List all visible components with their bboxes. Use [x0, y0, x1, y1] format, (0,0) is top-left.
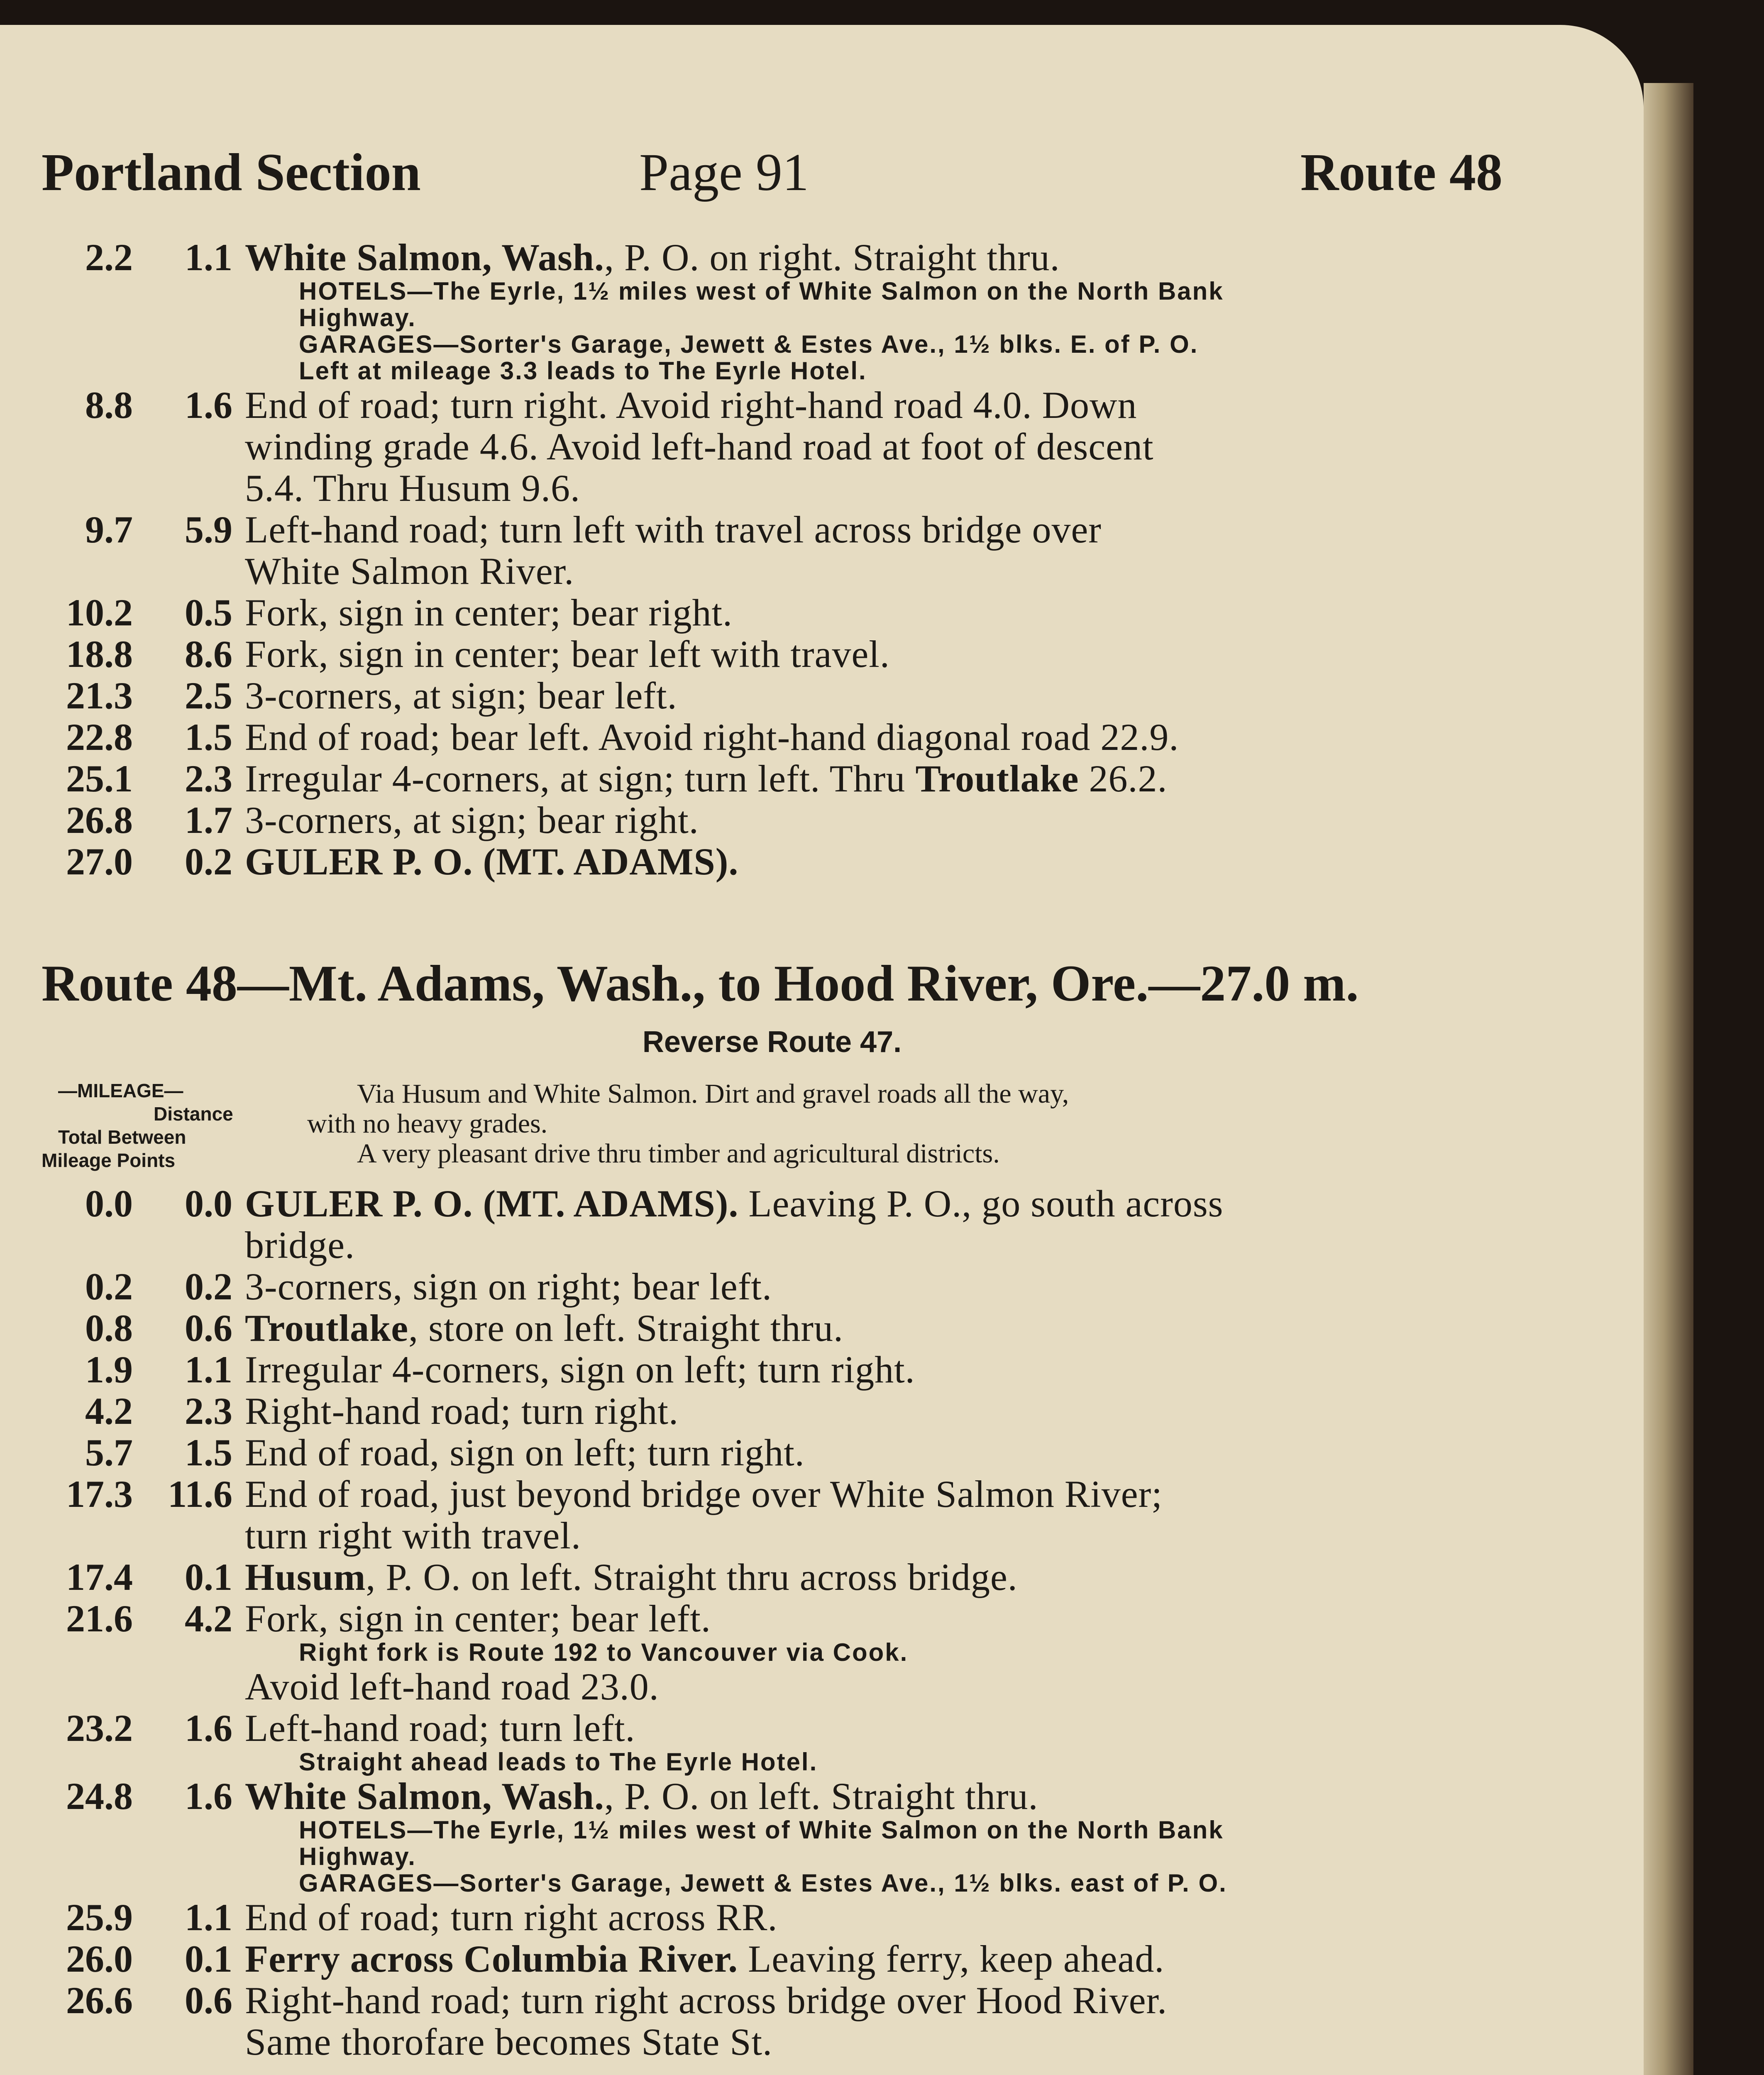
direction-text: Irregular 4-corners, at sign; turn left. Thru Troutlake 26.2. [245, 757, 1168, 800]
legend-line: —MILEAGE— [58, 1080, 183, 1101]
distance-between-points: 0.2 [185, 840, 232, 883]
direction-text: Ferry across Columbia River. Leaving ferry, keep ahead. [245, 1938, 1165, 1980]
route-48-directions-list [42, 1183, 1503, 2063]
direction-row [42, 1432, 1503, 1473]
book-page [0, 25, 1644, 2075]
total-mileage: 27.0 [66, 840, 133, 883]
intro-line: Via Husum and White Salmon. Dirt and gravel roads all the way, [357, 1079, 1069, 1109]
intro-line: with no heavy grades. [307, 1108, 548, 1139]
direction-text: GULER P. O. (MT. ADAMS). Leaving P. O., go south across [245, 1182, 1224, 1225]
direction-continuation: winding grade 4.6. Avoid left-hand road at foot of descent [245, 425, 1154, 468]
direction-text: End of road; turn right. Avoid right-hand road 4.0. Down [245, 384, 1137, 426]
distance-between-points: 4.2 [185, 1597, 232, 1640]
direction-continuation: 5.4. Thru Husum 9.6. [245, 467, 580, 509]
direction-text: Right-hand road; turn right across bridge over Hood River. [245, 1979, 1168, 2021]
total-mileage: 4.2 [85, 1390, 133, 1432]
direction-note: HOTELS—The Eyrle, 1½ miles west of White Salmon on the North Bank [299, 277, 1224, 305]
direction-row [42, 1707, 1503, 1749]
distance-between-points: 2.5 [185, 674, 232, 717]
direction-row [42, 1938, 1503, 1980]
direction-text: 3-corners, at sign; bear right. [245, 799, 699, 841]
direction-text: Fork, sign in center; bear right. [245, 591, 733, 634]
distance-between-points: 2.3 [185, 757, 232, 800]
direction-text: 3-corners, at sign; bear left. [245, 674, 677, 717]
section-title: Portland Section [42, 143, 421, 202]
direction-note: Highway. [299, 1843, 416, 1870]
mileage-legend [42, 1079, 299, 1172]
direction-row [42, 716, 1503, 758]
legend-line: Distance [154, 1103, 233, 1125]
direction-text: Left-hand road; turn left with travel across bridge over [245, 508, 1102, 551]
distance-between-points: 1.1 [185, 1348, 232, 1391]
distance-between-points: 2.3 [185, 1390, 232, 1432]
direction-text: Right-hand road; turn right. [245, 1390, 679, 1432]
distance-between-points: 11.6 [168, 1473, 232, 1515]
direction-note: Straight ahead leads to The Eyrle Hotel. [299, 1748, 818, 1776]
distance-between-points: 0.6 [185, 1307, 232, 1349]
total-mileage: 5.7 [85, 1431, 133, 1474]
direction-row [42, 1775, 1503, 1817]
distance-between-points: 0.5 [185, 591, 232, 634]
direction-text: End of road, sign on left; turn right. [245, 1431, 805, 1474]
direction-row [42, 237, 1503, 278]
route-title: Route 48—Mt. Adams, Wash., to Hood River, Ore.—27.0 m. [42, 955, 1359, 1012]
distance-between-points: 1.5 [185, 716, 232, 758]
direction-continuation: White Salmon River. [245, 550, 574, 592]
total-mileage: 22.8 [66, 716, 133, 758]
direction-row [42, 1183, 1503, 1224]
total-mileage: 24.8 [66, 1775, 133, 1817]
direction-row [42, 1556, 1503, 1598]
distance-between-points: 1.5 [185, 1431, 232, 1474]
direction-row [42, 509, 1503, 550]
distance-between-points: 1.6 [185, 1707, 232, 1749]
direction-continuation: bridge. [245, 1224, 355, 1266]
distance-between-points: 1.1 [185, 236, 232, 278]
total-mileage: 25.9 [66, 1896, 133, 1938]
total-mileage: 9.7 [85, 508, 133, 551]
route-number: Route 48 [1300, 143, 1503, 202]
distance-between-points: 5.9 [185, 508, 232, 551]
direction-note: GARAGES—Sorter's Garage, Jewett & Estes Ave., 1½ blks. east of P. O. [299, 1869, 1227, 1897]
distance-between-points: 0.6 [185, 1979, 232, 2021]
legend-line: Total Between [58, 1126, 186, 1148]
distance-between-points: 0.2 [185, 1265, 232, 1308]
distance-between-points: 1.1 [185, 1896, 232, 1938]
direction-text: Left-hand road; turn left. [245, 1707, 635, 1749]
distance-between-points: 1.6 [185, 384, 232, 426]
total-mileage: 0.8 [85, 1307, 133, 1349]
total-mileage: 8.8 [85, 384, 133, 426]
direction-text: Fork, sign in center; bear left with travel. [245, 633, 890, 675]
book-page-edge [1644, 83, 1693, 2075]
direction-row [42, 1897, 1503, 1938]
direction-row [42, 633, 1503, 675]
direction-note: Right fork is Route 192 to Vancouver via Cook. [299, 1638, 909, 1666]
direction-text: Husum, P. O. on left. Straight thru across bridge. [245, 1556, 1018, 1598]
direction-row [42, 592, 1503, 633]
reverse-route-note: Reverse Route 47. [642, 1025, 902, 1059]
distance-between-points: 8.6 [185, 633, 232, 675]
direction-text: 3-corners, sign on right; bear left. [245, 1265, 772, 1308]
direction-row [42, 841, 1503, 882]
direction-text: Fork, sign in center; bear left. [245, 1597, 711, 1640]
intro-line: A very pleasant drive thru timber and agricultural districts. [357, 1138, 1000, 1169]
direction-row [42, 675, 1503, 716]
direction-continuation: turn right with travel. [245, 1514, 581, 1557]
total-mileage: 21.3 [66, 674, 133, 717]
total-mileage: 18.8 [66, 633, 133, 675]
direction-text: End of road, just beyond bridge over White Salmon River; [245, 1473, 1163, 1515]
direction-note: Highway. [299, 304, 416, 332]
direction-text: End of road; bear left. Avoid right-hand diagonal road 22.9. [245, 716, 1179, 758]
total-mileage: 23.2 [66, 1707, 133, 1749]
direction-row [42, 1598, 1503, 1639]
total-mileage: 26.0 [66, 1938, 133, 1980]
route-intro [307, 1079, 1511, 1169]
direction-continuation: Avoid left-hand road 23.0. [245, 1665, 659, 1708]
direction-text: End of road; turn right across RR. [245, 1896, 778, 1938]
route-47-continued-list [42, 237, 1503, 882]
page-number: Page 91 [639, 143, 809, 202]
total-mileage: 1.9 [85, 1348, 133, 1391]
distance-between-points: 0.1 [185, 1938, 232, 1980]
legend-line: Mileage Points [42, 1150, 176, 1171]
direction-row [42, 1307, 1503, 1349]
distance-between-points: 0.1 [185, 1556, 232, 1598]
direction-row [42, 1349, 1503, 1390]
distance-between-points: 1.6 [185, 1775, 232, 1817]
total-mileage: 10.2 [66, 591, 133, 634]
direction-text: Irregular 4-corners, sign on left; turn right. [245, 1348, 915, 1391]
direction-note: GARAGES—Sorter's Garage, Jewett & Estes Ave., 1½ blks. E. of P. O. [299, 330, 1199, 358]
total-mileage: 2.2 [85, 236, 133, 278]
direction-row [42, 1266, 1503, 1307]
direction-row [42, 1390, 1503, 1432]
total-mileage: 17.3 [66, 1473, 133, 1515]
total-mileage: 0.2 [85, 1265, 133, 1308]
direction-row [42, 799, 1503, 841]
distance-between-points: 0.0 [185, 1182, 232, 1225]
page-header [42, 141, 1503, 224]
direction-text: White Salmon, Wash., P. O. on left. Straight thru. [245, 1775, 1038, 1817]
direction-text: Troutlake, store on left. Straight thru. [245, 1307, 844, 1349]
direction-note: Left at mileage 3.3 leads to The Eyrle Hotel. [299, 357, 867, 385]
total-mileage: 0.0 [85, 1182, 133, 1225]
distance-between-points: 1.7 [185, 799, 232, 841]
direction-text: White Salmon, Wash., P. O. on right. Straight thru. [245, 236, 1060, 278]
direction-row [42, 758, 1503, 799]
total-mileage: 25.1 [66, 757, 133, 800]
total-mileage: 21.6 [66, 1597, 133, 1640]
direction-row [42, 1473, 1503, 1515]
direction-row [42, 384, 1503, 426]
direction-continuation: Same thorofare becomes State St. [245, 2021, 773, 2063]
total-mileage: 26.6 [66, 1979, 133, 2021]
total-mileage: 17.4 [66, 1556, 133, 1598]
total-mileage: 26.8 [66, 799, 133, 841]
direction-text: GULER P. O. (MT. ADAMS). [245, 840, 739, 883]
direction-row [42, 1980, 1503, 2021]
direction-note: HOTELS—The Eyrle, 1½ miles west of White Salmon on the North Bank [299, 1816, 1224, 1844]
